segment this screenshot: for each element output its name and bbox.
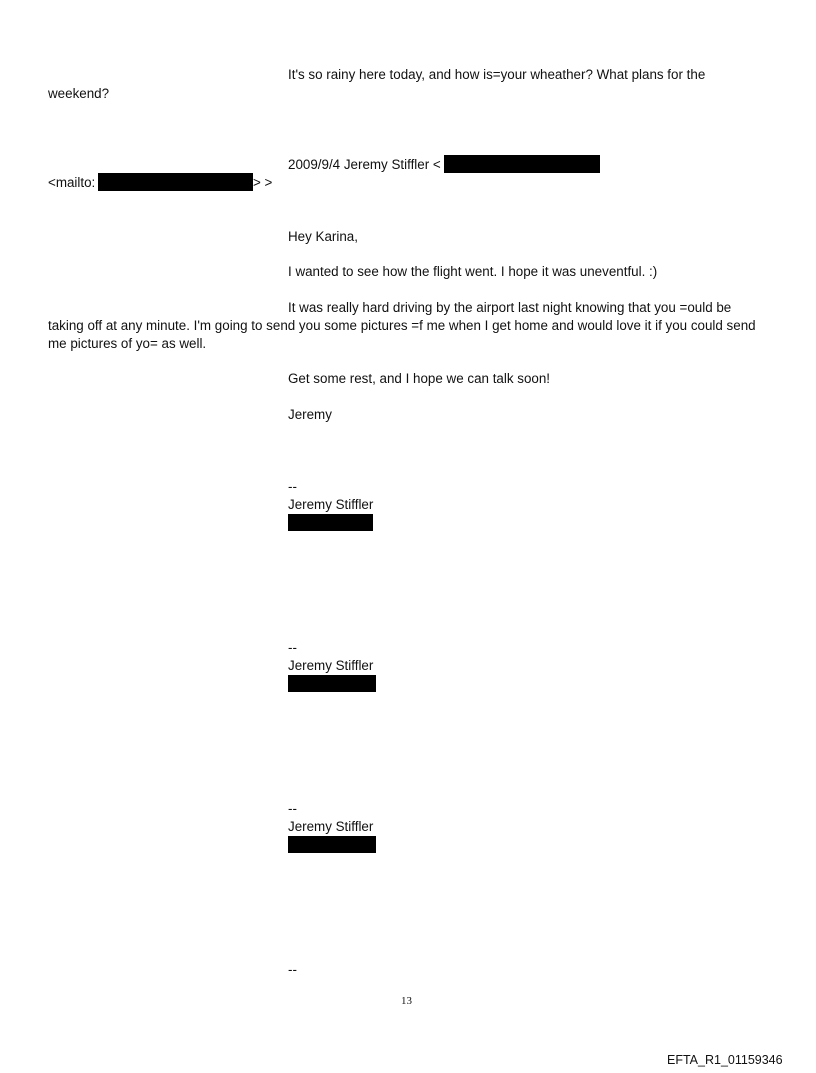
redaction-box <box>444 155 600 173</box>
signature-name: Jeremy Stiffler <box>288 819 374 834</box>
reply-header-line-1: 2009/9/4 Jeremy Stiffler < <box>288 157 441 172</box>
weather-line-1: It's so rainy here today, and how is=your wheather? What plans for the <box>288 67 706 82</box>
paragraph-2-line-1: It was really hard driving by the airport last night knowing that you =ould be <box>288 300 732 315</box>
paragraph-1: I wanted to see how the flight went. I hope it was uneventful. :) <box>288 264 658 279</box>
greeting: Hey Karina, <box>288 229 358 244</box>
signature-separator: -- <box>288 801 297 816</box>
redaction-box <box>288 675 376 692</box>
redaction-box <box>288 836 376 853</box>
signature-name: Jeremy Stiffler <box>288 497 374 512</box>
page-number: 13 <box>401 995 412 1007</box>
redaction-box <box>98 173 253 191</box>
signoff: Jeremy <box>288 407 332 422</box>
paragraph-3: Get some rest, and I hope we can talk soon! <box>288 371 551 386</box>
redaction-box <box>288 514 373 531</box>
mailto-suffix: > > <box>253 175 273 190</box>
mailto-prefix: <mailto: <box>48 175 96 190</box>
paragraph-2-line-2: taking off at any minute. I'm going to send you some pictures =f me when I get home and would love it if you could send <box>48 318 756 333</box>
weather-line-2: weekend? <box>48 86 110 101</box>
final-separator: -- <box>288 962 297 977</box>
document-id: EFTA_R1_01159346 <box>667 1053 783 1067</box>
signature-name: Jeremy Stiffler <box>288 658 374 673</box>
signature-separator: -- <box>288 479 297 494</box>
paragraph-2-line-3: me pictures of yo= as well. <box>48 336 207 351</box>
signature-separator: -- <box>288 640 297 655</box>
